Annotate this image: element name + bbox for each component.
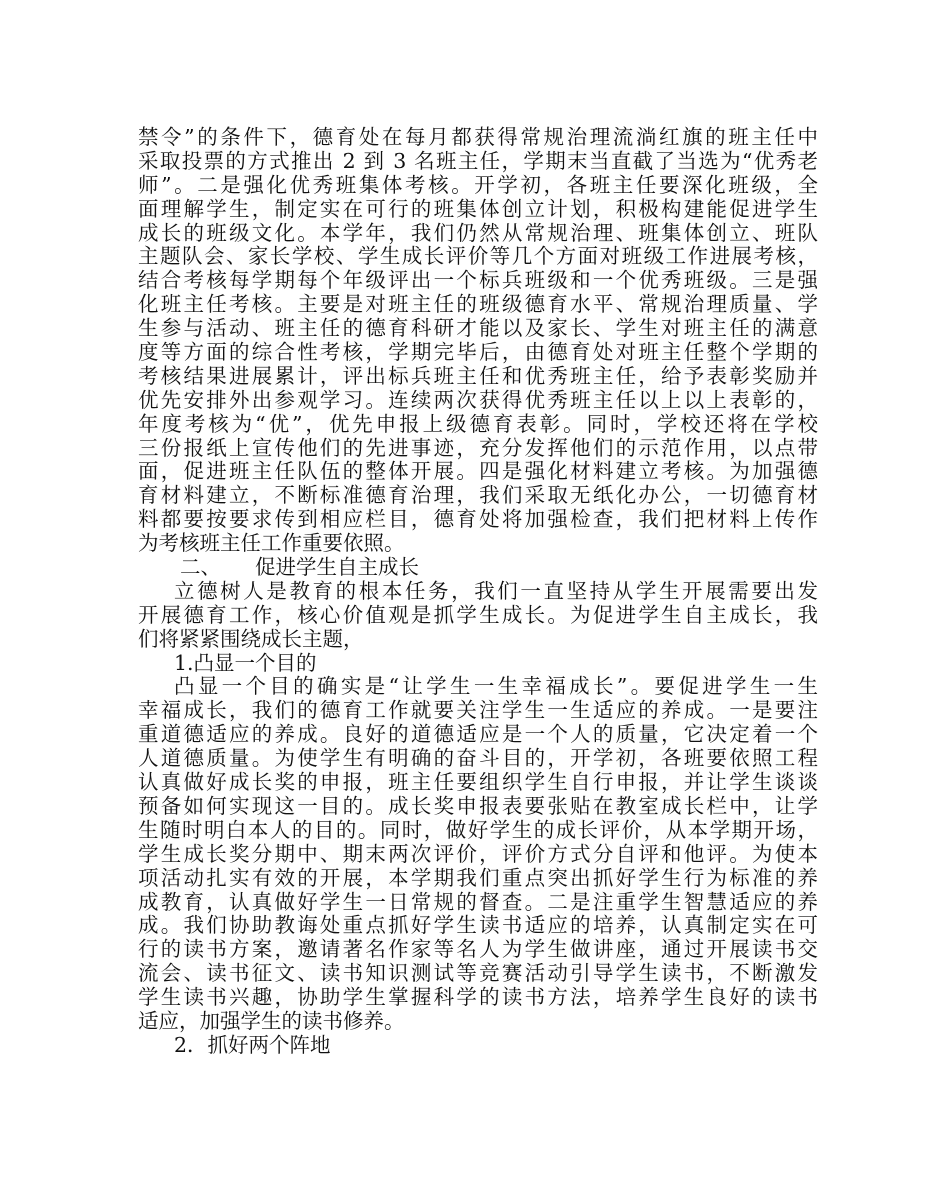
text-line: 师”。二是强化优秀班集体考核。开学初，各班主任要深化班级，全: [138, 172, 818, 197]
text-line: 重道德适应的养成。良好的道德适应是一个人的质量，它决定着一个: [138, 722, 818, 747]
subsection-heading: 1.凸显一个目的: [174, 650, 317, 675]
text-line: 三份报纸上宣传他们的先进事迹，充分发挥他们的示范作用，以点带: [138, 435, 818, 460]
text-line: 成教育，认真做好学生一日常规的督查。二是注重学生智慧适应的养: [138, 889, 818, 914]
section-title: 促进学生自主成长: [255, 555, 419, 580]
text-line: 学生读书兴趣，协助学生掌握科学的读书方法，培养学生良好的读书: [138, 985, 818, 1010]
text-line: 面理解学生，制定实在可行的班集体创立计划，积极构建能促进学生: [138, 196, 818, 221]
text-line: 立德树人是教育的根本任务，我们一直坚持从学生开展需要出发: [174, 578, 818, 603]
text-line: 人道德质量。为使学生有明确的奋斗目的，开学初，各班要依照工程: [138, 746, 818, 771]
text-line: 成长的班级文化。本学年，我们仍然从常规治理、班集体创立、班队: [138, 220, 818, 245]
text-line: 主题队会、家长学校、学生成长评价等几个方面对班级工作进展考核，: [138, 244, 818, 269]
text-line: 们将紧紧围绕成长主题，: [138, 626, 364, 651]
text-line: 结合考核每学期每个年级评出一个标兵班级和一个优秀班级。三是强: [138, 268, 818, 293]
text-line: 面，促进班主任队伍的整体开展。四是强化材料建立考核。为加强德: [138, 459, 818, 484]
text-line: 生随时明白本人的目的。同时，做好学生的成长评价，从本学期开场，: [138, 817, 818, 842]
text-line: 预备如何实现这一目的。成长奖申报表要张贴在教室成长栏中，让学: [138, 793, 818, 818]
text-line: 采取投票的方式推出 2 到 3 名班主任，学期末当直截了当选为“优秀老: [138, 148, 818, 173]
text-line: 为考核班主任工作重要依照。: [138, 531, 405, 556]
text-line: 成。我们协助教诲处重点抓好学生读书适应的培养，认真制定实在可: [138, 913, 818, 938]
text-line: 行的读书方案，邀请著名作家等名人为学生做讲座，通过开展读书交: [138, 937, 818, 962]
text-line: 流会、读书征文、读书知识测试等竞赛活动引导学生读书，不断激发: [138, 961, 818, 986]
text-line: 年度考核为“优”，优先申报上级德育表彰。同时，学校还将在学校: [138, 411, 818, 436]
text-line: 项活动扎实有效的开展，本学期我们重点突出抓好学生行为标准的养: [138, 865, 818, 890]
section-heading: [138, 556, 818, 580]
section-number: 二、: [180, 555, 221, 580]
subsection-heading: 2．抓好两个阵地: [174, 1032, 331, 1057]
text-line: 开展德育工作，核心价值观是抓学生成长。为促进学生自主成长，我: [138, 602, 818, 627]
text-line: 考核结果进展累计，评出标兵班主任和优秀班主任，给予表彰奖励并: [138, 363, 818, 388]
text-line: 认真做好成长奖的申报，班主任要组织学生自行申报，并让学生谈谈: [138, 770, 818, 795]
text-line: 育材料建立，不断标准德育治理，我们采取无纸化办公，一切德育材: [138, 483, 818, 508]
document-body: [138, 126, 818, 1058]
text-line: 幸福成长，我们的德育工作就要关注学生一生适应的养成。一是要注: [138, 698, 818, 723]
text-line: 凸显一个目的确实是“让学生一生幸福成长”。要促进学生一生: [174, 674, 818, 699]
text-line: 学生成长奖分期中、期末两次评价，评价方式分自评和他评。为使本: [138, 841, 818, 866]
text-line: 优先安排外出参观学习。连续两次获得优秀班主任以上以上表彰的，: [138, 387, 818, 412]
text-line: 度等方面的综合性考核，学期完毕后，由德育处对班主任整个学期的: [138, 340, 818, 365]
text-line: 禁令”的条件下，德育处在每月都获得常规治理流淌红旗的班主任中: [138, 125, 818, 149]
text-line: 适应，加强学生的读书修养。: [138, 1008, 405, 1033]
text-line: 化班主任考核。主要是对班主任的班级德育水平、常规治理质量、学: [138, 292, 818, 317]
text-line: 生参与活动、班主任的德育科研才能以及家长、学生对班主任的满意: [138, 316, 818, 341]
text-line: 料都要按要求传到相应栏目，德育处将加强检查，我们把材料上传作: [138, 507, 818, 532]
